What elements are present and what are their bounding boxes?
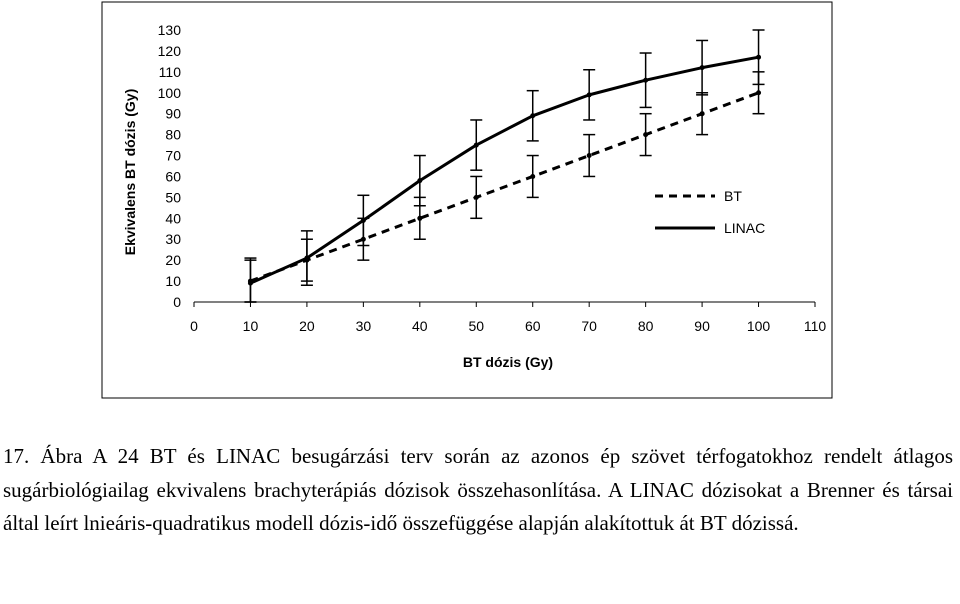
bt-point-70 xyxy=(587,153,592,158)
legend-label-linac: LINAC xyxy=(724,220,766,236)
bt-point-40 xyxy=(417,216,422,221)
x-tick-label-50: 50 xyxy=(468,318,485,334)
x-tick-label-100: 100 xyxy=(746,318,771,334)
y-axis-title: Ekvivalens BT dózis (Gy) xyxy=(122,88,138,256)
y-tick-label-40: 40 xyxy=(165,210,181,227)
linac-point-70 xyxy=(587,92,592,97)
x-tick-label-10: 10 xyxy=(242,318,259,334)
x-tick-label-110: 110 xyxy=(803,318,827,334)
y-tick-label-110: 110 xyxy=(158,63,181,80)
linac-point-40 xyxy=(417,178,422,183)
y-tick-label-50: 50 xyxy=(165,189,181,206)
figure-caption: 17. Ábra A 24 BT és LINAC besugárzási terv során az azonos ép szövet térfogatokhoz rendelt átlagos sugárbiológiailag ekvivalens brachyterápiás dózisok összehasonlítása. A LINAC dózisokat a Brenner és társai által leírt lnieáris-quadratikus modell dózis-idő összefüggése alapján alakítottuk át BT dózissá. xyxy=(3,444,953,535)
linac-point-30 xyxy=(361,218,366,223)
y-tick-label-0: 0 xyxy=(173,294,181,310)
y-tick-label-60: 60 xyxy=(165,168,181,185)
y-tick-label-70: 70 xyxy=(165,147,181,164)
y-tick-label-120: 120 xyxy=(157,42,181,59)
y-tick-label-10: 10 xyxy=(165,273,181,290)
x-tick-label-40: 40 xyxy=(412,318,428,334)
bt-point-60 xyxy=(530,174,535,179)
x-tick-label-0: 0 xyxy=(190,318,198,334)
y-tick-label-100: 100 xyxy=(157,84,181,101)
legend-label-bt: BT xyxy=(724,188,742,204)
x-axis-title: BT dózis (Gy) xyxy=(462,354,554,370)
linac-point-90 xyxy=(700,65,705,70)
bt-point-50 xyxy=(474,195,479,200)
linac-point-60 xyxy=(530,113,535,118)
x-tick-label-90: 90 xyxy=(694,318,710,334)
x-tick-label-20: 20 xyxy=(299,318,315,334)
y-tick-label-130: 130 xyxy=(157,22,181,38)
linac-point-20 xyxy=(304,256,309,261)
x-tick-label-60: 60 xyxy=(524,318,541,334)
linac-point-10 xyxy=(248,281,253,286)
linac-point-50 xyxy=(474,143,479,148)
x-tick-label-30: 30 xyxy=(355,318,372,334)
y-tick-label-80: 80 xyxy=(165,126,181,143)
y-tick-label-30: 30 xyxy=(165,231,181,248)
linac-point-100 xyxy=(756,55,761,60)
x-tick-label-80: 80 xyxy=(637,318,654,334)
y-tick-label-20: 20 xyxy=(165,252,181,269)
linac-point-80 xyxy=(643,78,648,83)
bt-point-100 xyxy=(756,90,761,95)
bt-point-90 xyxy=(700,111,705,116)
bt-point-80 xyxy=(643,132,648,137)
x-tick-label-70: 70 xyxy=(581,318,597,334)
y-tick-label-90: 90 xyxy=(165,105,181,122)
